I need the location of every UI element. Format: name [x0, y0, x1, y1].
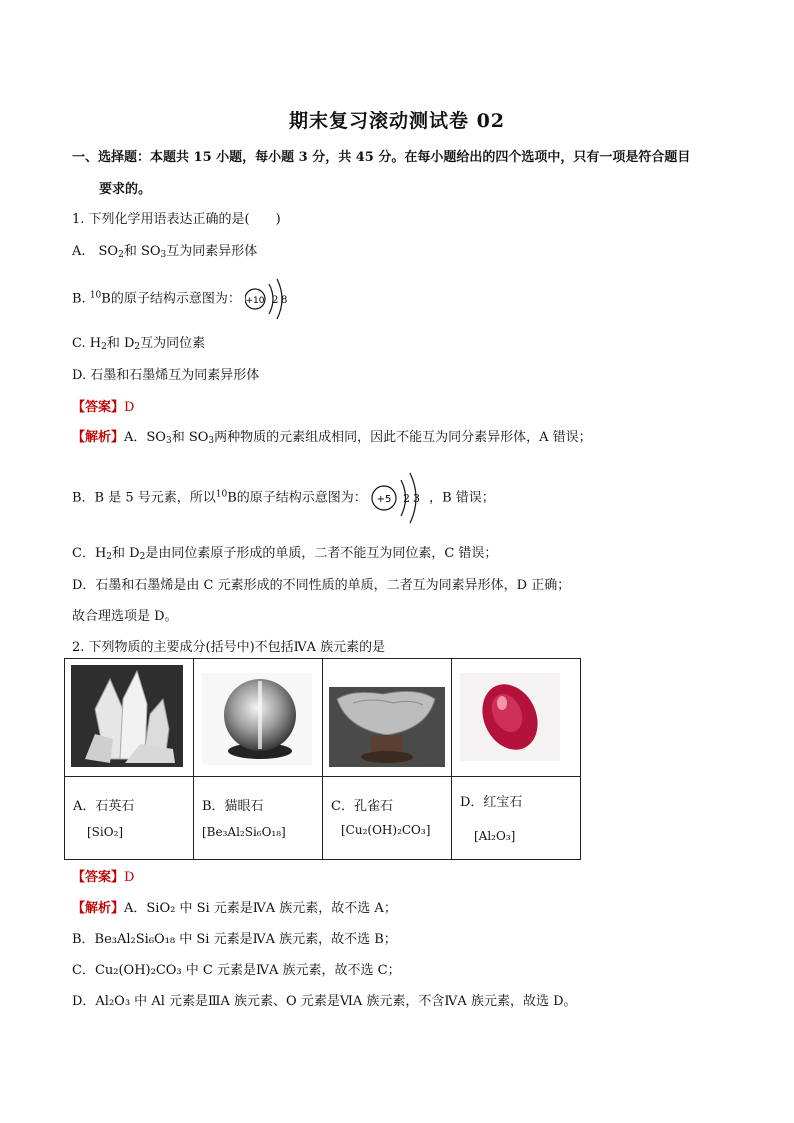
- mineral-option-a: A．石英石 [SiO₂]: [65, 777, 194, 860]
- q1-analysis-d: D．石墨和石墨烯是由 C 元素形成的不同性质的单质，二者互为同素异形体，D 正确；: [72, 578, 571, 593]
- mineral-image-cell-d: [452, 659, 581, 777]
- shell-1-electrons: 2: [272, 295, 279, 306]
- q2-analysis-c: C．Cu₂(OH)₂CO₃ 中 C 元素是ⅣA 族元素，故不选 C；: [72, 963, 401, 978]
- shell-1-electrons: 2: [402, 492, 410, 505]
- mineral-option-d: D．红宝石 [Al₂O₃]: [452, 777, 581, 860]
- q1-option-a: A. $SO_2$和 $SO_3$互为同素异形体: [72, 244, 258, 260]
- quartz-image: [65, 659, 193, 772]
- q1-conclusion: 故合理选项是 D。: [72, 609, 178, 624]
- mineral-image-cell-b: [194, 659, 323, 777]
- q2-analysis-b: B．Be₃Al₂Si₆O₁₈ 中 Si 元素是ⅣA 族元素，故不选 B；: [72, 932, 397, 947]
- q1-analysis-a: 【解析】A．$SO_3$和 $SO_3$两种物质的元素组成相同，因此不能互为同分素异形体，A 错误；: [72, 430, 592, 446]
- nucleus-charge: +10: [245, 296, 265, 306]
- page-title: 期末复习滚动测试卷 02: [288, 110, 506, 132]
- q2-analysis-d: D．Al₂O₃ 中 Al 元素是ⅢA 族元素、O 元素是ⅥA 族元素，不含ⅣA 族元素，故选 D。: [72, 994, 577, 1009]
- section-heading: 一、选择题：本题共 15 小题，每小题 3 分，共 45 分。在每小题给出的四个选项中，只有一项是符合题目: [72, 150, 691, 165]
- section-heading-cont: 要求的。: [99, 182, 152, 197]
- q2-analysis-a: 【解析】A．SiO₂ 中 Si 元素是ⅣA 族元素，故不选 A；: [72, 901, 397, 916]
- mineral-image-cell-a: [65, 659, 194, 777]
- shell-2-electrons: 8: [281, 295, 288, 306]
- malachite-image: [323, 659, 451, 772]
- mineral-option-b: B．猫眼石 [Be₃Al₂Si₆O₁₈]: [194, 777, 323, 860]
- ruby-image: [452, 659, 580, 772]
- q1-option-d: D. 石墨和石墨烯互为同素异形体: [72, 368, 260, 383]
- q1-answer: 【答案】D: [72, 400, 135, 415]
- shell-2-electrons: 3: [412, 492, 420, 505]
- minerals-table: [64, 658, 581, 860]
- q2-stem: 2. 下列物质的主要成分(括号中)不包括ⅣA 族元素的是: [72, 640, 386, 655]
- mineral-image-cell-c: [323, 659, 452, 777]
- mineral-option-c: C．孔雀石 [Cu₂(OH)₂CO₃]: [323, 777, 452, 860]
- nucleus-charge: +5: [376, 494, 392, 505]
- atom-structure-diagram-b: [371, 470, 425, 526]
- q1-analysis-c: C．$H_2$和 $D_2$是由同位素原子形成的单质，二者不能互为同位素，C 错误；: [72, 546, 498, 562]
- q1-analysis-b: B．B 是 5 号元素，所以$^{10}$B的原子结构示意图为： +5 2 3 ，B 错误；: [72, 470, 495, 514]
- q1-option-c: C. $H_2$和 $D_2$互为同位素: [72, 336, 206, 352]
- atom-structure-diagram: [245, 276, 295, 322]
- q2-answer: 【答案】D: [72, 870, 135, 885]
- q1-stem: 1. 下列化学用语表达正确的是( ): [72, 212, 281, 227]
- cat-eye-image: [194, 659, 322, 772]
- q1-option-b: B. $^{10}$B的原子结构示意图为： +10 2 8: [72, 276, 295, 312]
